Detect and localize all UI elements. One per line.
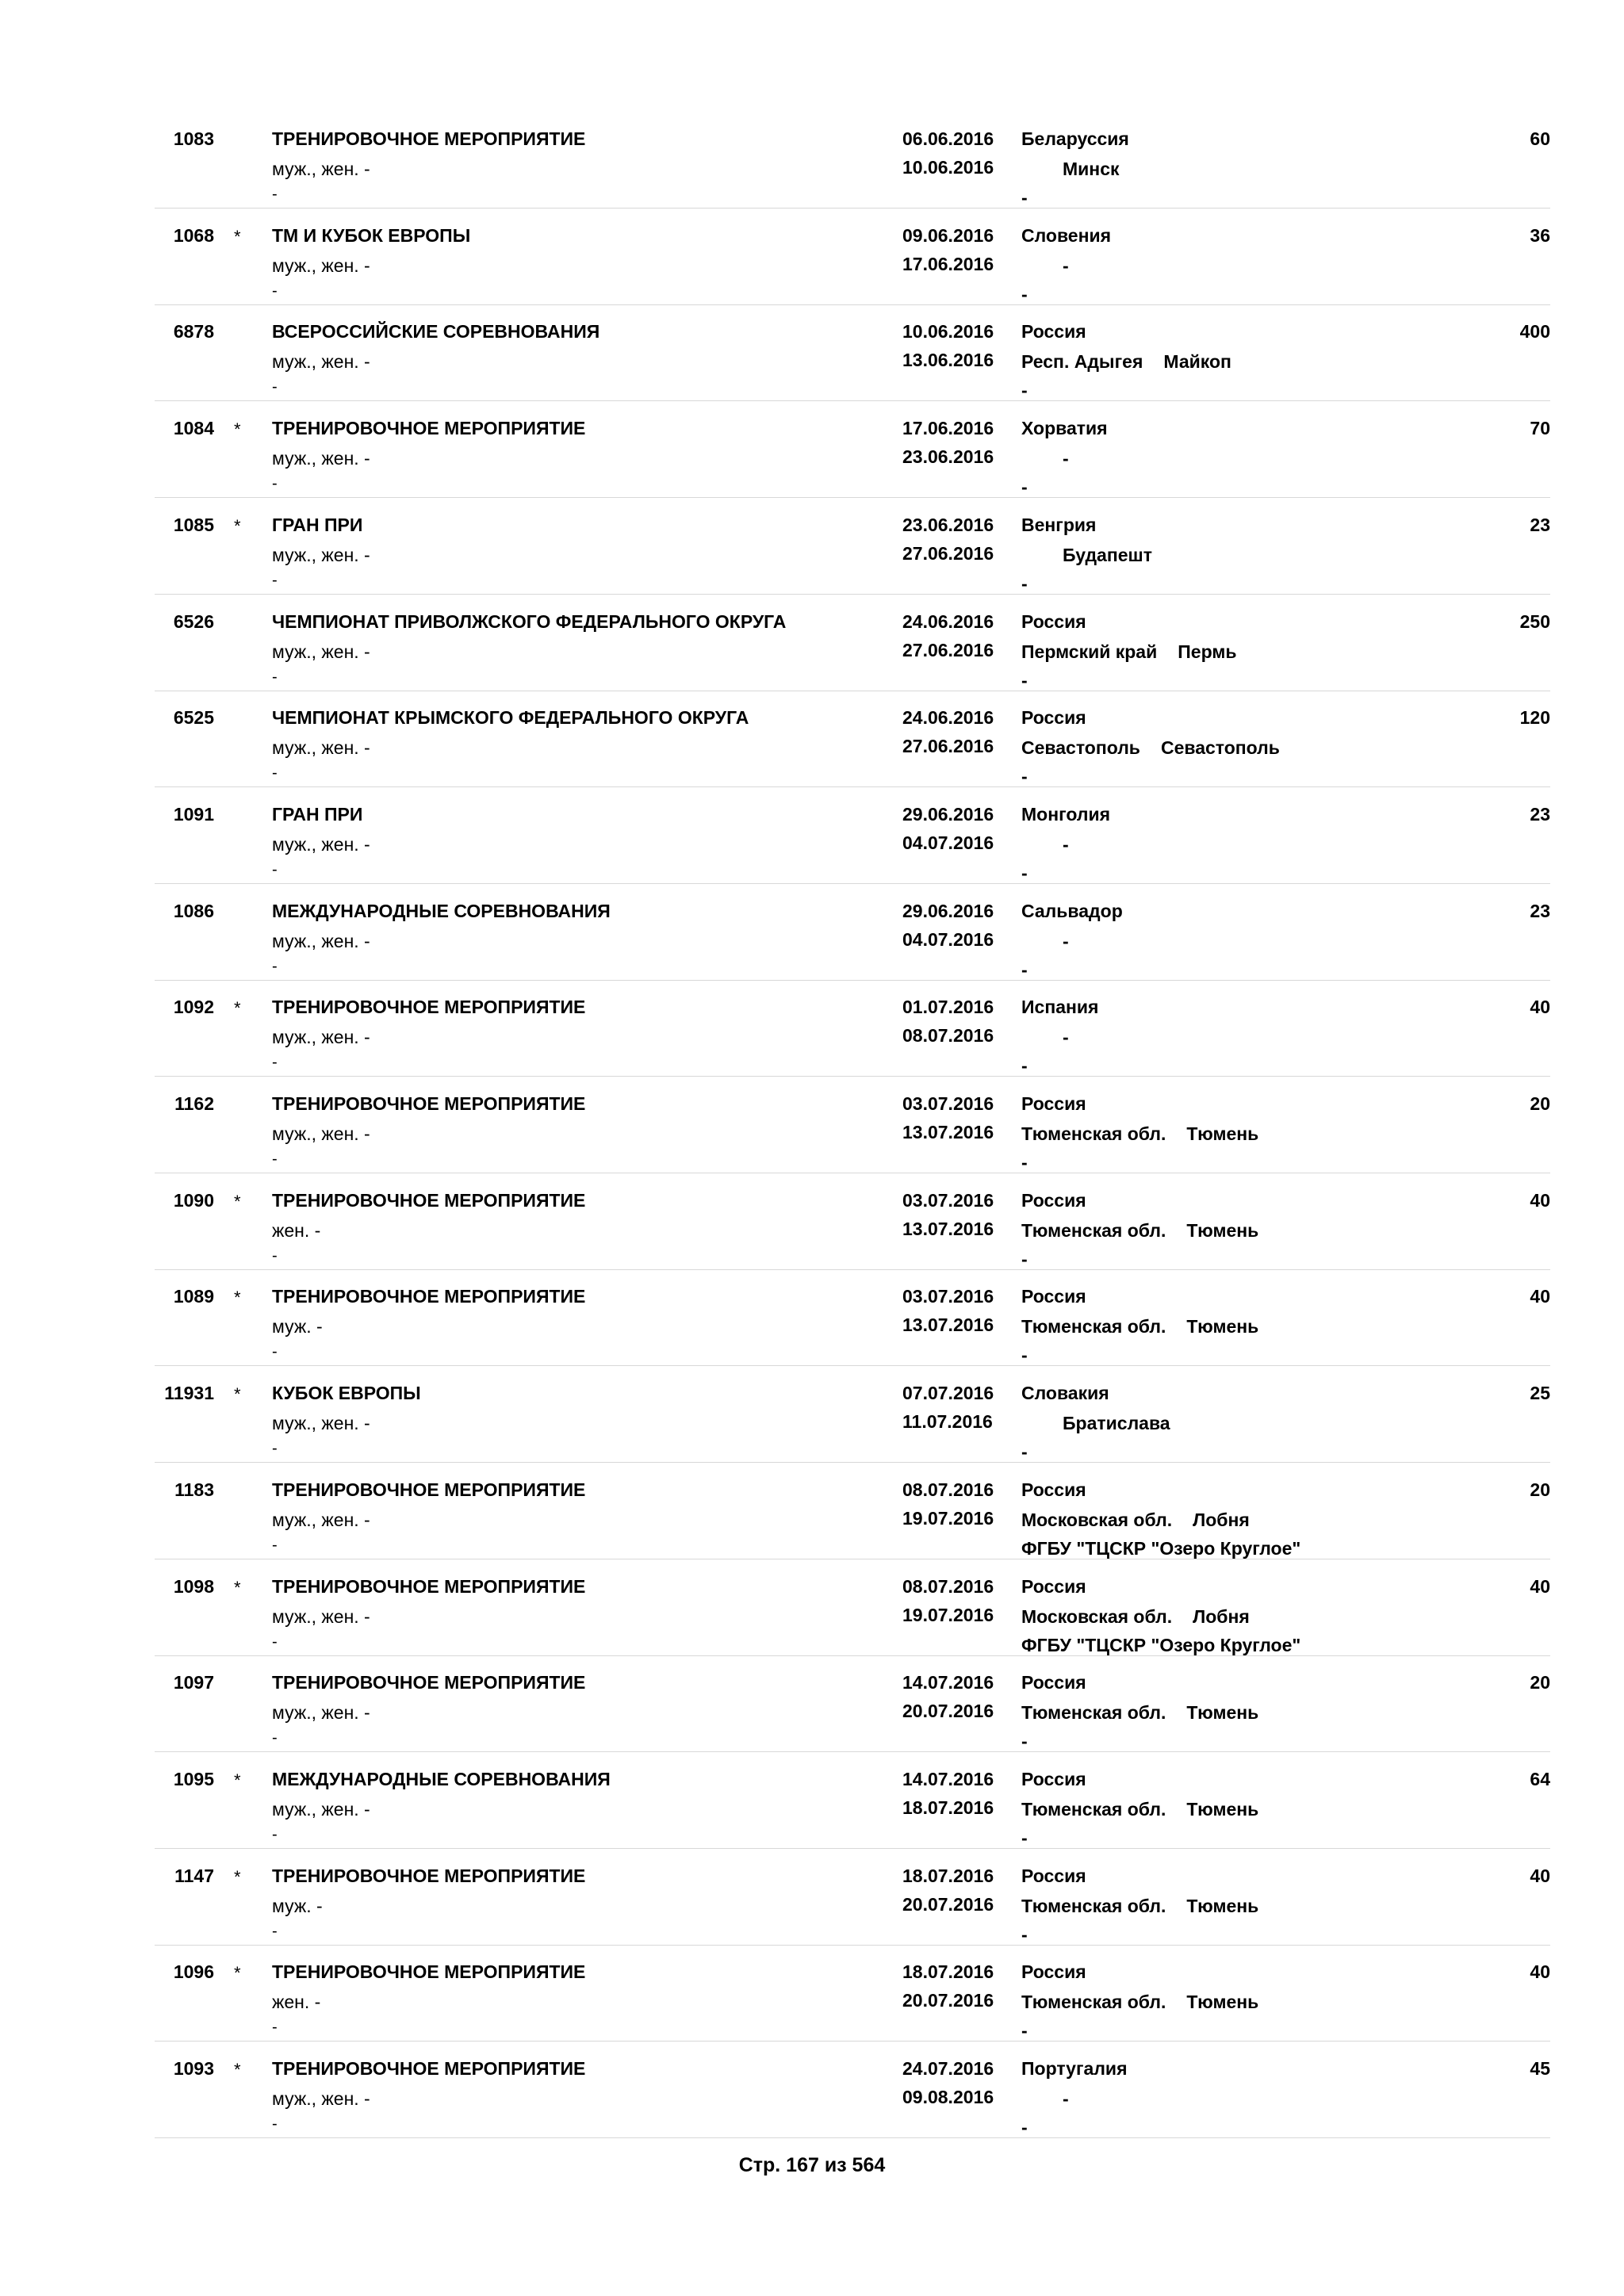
- date-end: 13.07.2016: [902, 1122, 994, 1142]
- event-venue: -: [1021, 283, 1028, 304]
- participant-count: 23: [1530, 514, 1550, 535]
- date-start: 24.06.2016: [902, 707, 994, 729]
- event-gender: муж., жен. -: [272, 930, 370, 951]
- event-gender: муж., жен. -: [272, 1509, 370, 1530]
- event-id: 1162: [174, 1093, 214, 1114]
- table-row: [155, 1269, 1550, 1366]
- event-title: ТРЕНИРОВОЧНОЕ МЕРОПРИЯТИЕ: [272, 1093, 586, 1114]
- event-location: [1021, 1316, 1258, 1337]
- event-id: 1183: [174, 1479, 214, 1500]
- mark-star: *: [234, 998, 241, 1019]
- table-row: [155, 1655, 1550, 1752]
- event-venue: -: [1021, 572, 1028, 594]
- event-id: 1090: [173, 1189, 214, 1211]
- date-start: 17.06.2016: [902, 418, 994, 439]
- event-id: 1092: [173, 997, 214, 1018]
- event-venue: -: [1021, 1152, 1028, 1173]
- event-title: ТРЕНИРОВОЧНОЕ МЕРОПРИЯТИЕ: [272, 128, 586, 149]
- event-title: ТРЕНИРОВОЧНОЕ МЕРОПРИЯТИЕ: [272, 418, 586, 439]
- date-end: 18.07.2016: [902, 1797, 994, 1818]
- event-country: Хорватия: [1021, 418, 1108, 439]
- event-city: -: [1063, 1027, 1069, 1048]
- date-end: 27.06.2016: [902, 542, 994, 564]
- event-location: [1021, 351, 1231, 373]
- mark-star: *: [234, 1384, 241, 1405]
- event-note: -: [272, 957, 278, 975]
- event-venue: -: [1021, 959, 1028, 980]
- event-city: Лобня: [1193, 1605, 1250, 1627]
- event-region: Тюменская обл.: [1021, 1992, 1166, 2013]
- date-start: 03.07.2016: [902, 1093, 994, 1114]
- event-city: -: [1063, 833, 1069, 855]
- event-id: 1096: [173, 1961, 214, 1983]
- event-city: Тюмень: [1186, 1895, 1259, 1916]
- event-city: Пермь: [1178, 641, 1237, 662]
- participant-count: 45: [1530, 2058, 1550, 2079]
- date-start: 09.06.2016: [902, 224, 994, 246]
- participant-count: 40: [1530, 997, 1550, 1018]
- event-location: [1021, 1510, 1250, 1531]
- date-end: 08.07.2016: [902, 1025, 994, 1047]
- event-venue: ФГБУ "ТЦСКР "Озеро Круглое": [1021, 1634, 1301, 1655]
- event-country: Венгрия: [1021, 514, 1097, 535]
- mark-star: *: [234, 1963, 241, 1984]
- event-gender: муж., жен. -: [272, 1702, 370, 1724]
- event-country: Россия: [1021, 1479, 1086, 1500]
- participant-count: 23: [1530, 803, 1550, 825]
- event-region: Тюменская обл.: [1021, 1219, 1166, 1241]
- event-title: ТРЕНИРОВОЧНОЕ МЕРОПРИЯТИЕ: [272, 2058, 586, 2079]
- date-end: 27.06.2016: [902, 736, 994, 757]
- event-title: ЧЕМПИОНАТ КРЫМСКОГО ФЕДЕРАЛЬНОГО ОКРУГА: [272, 707, 749, 729]
- participant-count: 25: [1530, 1383, 1550, 1404]
- mark-star: *: [234, 1770, 241, 1790]
- event-id: 1084: [173, 418, 214, 439]
- event-note: -: [272, 2019, 278, 2037]
- event-location: [1021, 1606, 1250, 1628]
- event-venue: -: [1021, 1827, 1028, 1848]
- date-start: 08.07.2016: [902, 1575, 994, 1597]
- participant-count: 40: [1530, 1865, 1550, 1886]
- mark-star: *: [234, 2060, 241, 2080]
- event-country: Португалия: [1021, 2058, 1128, 2079]
- event-country: Россия: [1021, 1961, 1086, 1983]
- event-gender: муж., жен. -: [272, 1798, 370, 1820]
- event-note: -: [272, 378, 278, 396]
- event-region: Тюменская обл.: [1021, 1316, 1166, 1337]
- participant-count: 20: [1530, 1672, 1550, 1693]
- event-gender: муж., жен. -: [272, 1413, 370, 1434]
- event-venue: -: [1021, 1055, 1028, 1077]
- date-end: 27.06.2016: [902, 639, 994, 660]
- table-row: [155, 1848, 1550, 1946]
- event-venue: -: [1021, 380, 1028, 401]
- date-end: 04.07.2016: [902, 928, 994, 950]
- participant-count: 64: [1530, 1768, 1550, 1789]
- table-row: [155, 1751, 1550, 1849]
- event-title: ГРАН ПРИ: [272, 803, 363, 825]
- event-note: -: [272, 1343, 278, 1361]
- event-city: Севастополь: [1160, 737, 1280, 759]
- table-row: [155, 1365, 1550, 1463]
- event-id: 1089: [173, 1286, 214, 1307]
- event-note: -: [272, 281, 278, 300]
- date-start: 18.07.2016: [902, 1865, 994, 1886]
- table-row: [155, 594, 1550, 691]
- date-start: 14.07.2016: [902, 1768, 994, 1789]
- event-title: ТРЕНИРОВОЧНОЕ МЕРОПРИЯТИЕ: [272, 1286, 586, 1307]
- event-note: -: [272, 668, 278, 686]
- date-end: 20.07.2016: [902, 1990, 994, 2011]
- date-end: 23.06.2016: [902, 446, 994, 468]
- participant-count: 400: [1519, 321, 1550, 342]
- event-venue: -: [1021, 1345, 1028, 1366]
- event-title: ТРЕНИРОВОЧНОЕ МЕРОПРИЯТИЕ: [272, 1189, 586, 1211]
- event-id: 1086: [173, 900, 214, 921]
- table-row: [155, 2041, 1550, 2138]
- date-end: 20.07.2016: [902, 1701, 994, 1722]
- event-gender: муж. -: [272, 1895, 323, 1916]
- participant-count: 120: [1519, 707, 1550, 729]
- table-row: [155, 690, 1550, 787]
- table-row: [155, 497, 1550, 595]
- participant-count: 250: [1519, 610, 1550, 632]
- event-country: Россия: [1021, 321, 1086, 342]
- event-gender: муж., жен. -: [272, 254, 370, 276]
- event-gender: муж., жен. -: [272, 1027, 370, 1048]
- event-venue: -: [1021, 476, 1028, 498]
- date-end: 19.07.2016: [902, 1604, 994, 1625]
- event-note: -: [272, 764, 278, 783]
- event-gender: жен. -: [272, 1219, 321, 1241]
- event-title: ВСЕРОССИЙСКИЕ СОРЕВНОВАНИЯ: [272, 321, 600, 342]
- event-venue: -: [1021, 1731, 1028, 1752]
- event-city: Тюмень: [1186, 1123, 1259, 1144]
- event-id: 1068: [173, 224, 214, 246]
- date-end: 13.06.2016: [902, 350, 994, 371]
- event-country: Беларуссия: [1021, 128, 1129, 149]
- participant-count: 40: [1530, 1961, 1550, 1983]
- event-note: -: [272, 1440, 278, 1458]
- event-location: [1021, 255, 1069, 277]
- event-title: КУБОК ЕВРОПЫ: [272, 1383, 421, 1404]
- event-note: -: [272, 1054, 278, 1072]
- event-region: Тюменская обл.: [1021, 1123, 1166, 1144]
- event-location: [1021, 1896, 1258, 1917]
- table-row: [155, 979, 1550, 1077]
- event-note: -: [272, 1729, 278, 1747]
- event-region: Севастополь: [1021, 737, 1140, 759]
- event-location: [1021, 834, 1069, 855]
- event-country: Сальвадор: [1021, 900, 1123, 921]
- event-location: [1021, 2088, 1069, 2110]
- event-location: [1021, 1220, 1258, 1242]
- event-title: МЕЖДУНАРОДНЫЕ СОРЕВНОВАНИЯ: [272, 900, 611, 921]
- date-end: 11.07.2016: [902, 1411, 993, 1433]
- event-gender: муж., жен. -: [272, 833, 370, 855]
- participant-count: 40: [1530, 1575, 1550, 1597]
- event-location: [1021, 931, 1069, 952]
- event-venue: -: [1021, 1248, 1028, 1269]
- event-note: -: [272, 2115, 278, 2133]
- participant-count: 20: [1530, 1479, 1550, 1500]
- event-id: 1098: [173, 1575, 214, 1597]
- table-row: [155, 208, 1550, 305]
- date-start: 18.07.2016: [902, 1961, 994, 1983]
- event-gender: муж., жен. -: [272, 1123, 370, 1144]
- date-start: 08.07.2016: [902, 1479, 994, 1500]
- event-location: [1021, 1027, 1069, 1048]
- event-region: Респ. Адыгея: [1021, 351, 1143, 373]
- table-row: [155, 400, 1550, 498]
- event-gender: муж., жен. -: [272, 351, 370, 373]
- date-start: 29.06.2016: [902, 803, 994, 825]
- event-location: [1021, 159, 1120, 180]
- event-city: -: [1063, 448, 1069, 469]
- participant-count: 40: [1530, 1189, 1550, 1211]
- event-id: 1097: [173, 1672, 214, 1693]
- event-country: Россия: [1021, 1286, 1086, 1307]
- event-location: [1021, 641, 1236, 663]
- event-country: Россия: [1021, 1672, 1086, 1693]
- event-gender: муж., жен. -: [272, 2088, 370, 2109]
- event-venue: -: [1021, 1923, 1028, 1945]
- event-location: [1021, 1799, 1258, 1820]
- event-title: МЕЖДУНАРОДНЫЕ СОРЕВНОВАНИЯ: [272, 1768, 611, 1789]
- event-country: Россия: [1021, 1865, 1086, 1886]
- table-row: [155, 1076, 1550, 1173]
- event-note: -: [272, 186, 278, 203]
- event-region: Тюменская обл.: [1021, 1798, 1166, 1820]
- event-note: -: [272, 1922, 278, 1940]
- event-city: Тюмень: [1186, 1798, 1259, 1820]
- event-title: ТМ И КУБОК ЕВРОПЫ: [272, 224, 471, 246]
- event-location: [1021, 1992, 1258, 2013]
- mark-star: *: [234, 419, 241, 440]
- event-region: Тюменская обл.: [1021, 1702, 1166, 1724]
- date-start: 10.06.2016: [902, 321, 994, 342]
- table-row: [155, 1559, 1550, 1656]
- event-city: Майкоп: [1163, 351, 1231, 373]
- date-start: 03.07.2016: [902, 1189, 994, 1211]
- date-start: 07.07.2016: [902, 1383, 994, 1404]
- event-title: ТРЕНИРОВОЧНОЕ МЕРОПРИЯТИЕ: [272, 1479, 586, 1500]
- date-start: 14.07.2016: [902, 1672, 994, 1693]
- table-row: [155, 883, 1550, 981]
- event-gender: муж., жен. -: [272, 544, 370, 565]
- date-start: 01.07.2016: [902, 997, 994, 1018]
- table-row: [155, 1944, 1550, 2042]
- event-location: [1021, 1702, 1258, 1724]
- event-title: ТРЕНИРОВОЧНОЕ МЕРОПРИЯТИЕ: [272, 997, 586, 1018]
- event-city: Тюмень: [1186, 1992, 1259, 2013]
- participant-count: 70: [1530, 418, 1550, 439]
- date-end: 19.07.2016: [902, 1507, 994, 1529]
- date-end: 13.07.2016: [902, 1218, 994, 1239]
- event-location: [1021, 1123, 1258, 1145]
- date-end: 10.06.2016: [902, 157, 994, 178]
- event-id: 6526: [173, 610, 214, 632]
- date-start: 06.06.2016: [902, 128, 994, 149]
- event-title: ГРАН ПРИ: [272, 514, 363, 535]
- date-start: 23.06.2016: [902, 514, 994, 535]
- event-city: Тюмень: [1186, 1316, 1259, 1337]
- event-country: Словения: [1021, 224, 1112, 246]
- event-city: Братислава: [1063, 1413, 1170, 1434]
- event-country: Россия: [1021, 1768, 1086, 1789]
- event-title: ТРЕНИРОВОЧНОЕ МЕРОПРИЯТИЕ: [272, 1865, 586, 1886]
- event-location: [1021, 545, 1152, 566]
- event-city: -: [1063, 254, 1069, 276]
- event-location: [1021, 737, 1280, 759]
- mark-star: *: [234, 226, 241, 247]
- event-location: [1021, 1413, 1170, 1434]
- event-country: Россия: [1021, 1575, 1086, 1597]
- event-country: Россия: [1021, 610, 1086, 632]
- event-city: Минск: [1063, 159, 1120, 179]
- mark-star: *: [234, 1191, 241, 1211]
- date-start: 03.07.2016: [902, 1286, 994, 1307]
- event-region: Московская обл.: [1021, 1509, 1173, 1530]
- event-venue: -: [1021, 862, 1028, 883]
- event-title: ТРЕНИРОВОЧНОЕ МЕРОПРИЯТИЕ: [272, 1575, 586, 1597]
- mark-star: *: [234, 515, 241, 536]
- table-row: [155, 786, 1550, 884]
- date-start: 29.06.2016: [902, 900, 994, 921]
- date-start: 24.07.2016: [902, 2058, 994, 2079]
- date-end: 20.07.2016: [902, 1893, 994, 1915]
- event-city: Тюмень: [1186, 1219, 1259, 1241]
- event-city: Лобня: [1193, 1509, 1250, 1530]
- participant-count: 23: [1530, 900, 1550, 921]
- mark-star: *: [234, 1866, 241, 1887]
- date-start: 24.06.2016: [902, 610, 994, 632]
- event-venue: -: [1021, 669, 1028, 691]
- event-note: -: [272, 1825, 278, 1843]
- date-end: 17.06.2016: [902, 253, 994, 274]
- event-city: -: [1063, 930, 1069, 951]
- event-country: Монголия: [1021, 803, 1111, 825]
- participant-count: 20: [1530, 1093, 1550, 1114]
- event-country: Россия: [1021, 1189, 1086, 1211]
- mark-star: *: [234, 1288, 241, 1308]
- event-gender: муж., жен. -: [272, 159, 370, 179]
- event-venue: -: [1021, 2117, 1028, 2137]
- event-id: 1091: [173, 803, 214, 825]
- event-id: 6878: [173, 321, 214, 342]
- event-city: Тюмень: [1186, 1702, 1259, 1724]
- page-number: Стр. 167 из 564: [738, 2154, 886, 2176]
- table-row: [155, 1462, 1550, 1559]
- mark-star: *: [234, 1577, 241, 1598]
- event-id: 1095: [173, 1768, 214, 1789]
- event-id: 1083: [173, 128, 214, 149]
- participant-count: 60: [1530, 128, 1550, 149]
- event-note: -: [272, 1536, 278, 1554]
- event-country: Испания: [1021, 997, 1099, 1018]
- event-title: ЧЕМПИОНАТ ПРИВОЛЖСКОГО ФЕДЕРАЛЬНОГО ОКРУГА: [272, 610, 787, 632]
- event-note: -: [272, 1632, 278, 1651]
- table-row: [155, 1173, 1550, 1270]
- event-id: 1085: [173, 514, 214, 535]
- participant-count: 36: [1530, 224, 1550, 246]
- event-gender: муж., жен. -: [272, 1605, 370, 1627]
- event-title: ТРЕНИРОВОЧНОЕ МЕРОПРИЯТИЕ: [272, 1672, 586, 1693]
- event-gender: муж., жен. -: [272, 448, 370, 469]
- event-country: Россия: [1021, 707, 1086, 729]
- event-venue: ФГБУ "ТЦСКР "Озеро Круглое": [1021, 1537, 1301, 1559]
- table-row: [155, 304, 1550, 401]
- event-region: Московская обл.: [1021, 1605, 1173, 1627]
- date-end: 13.07.2016: [902, 1314, 994, 1336]
- event-venue: -: [1021, 2020, 1028, 2042]
- event-gender: муж. -: [272, 1316, 323, 1337]
- event-id: 6525: [173, 707, 214, 729]
- event-note: -: [272, 571, 278, 589]
- event-region: Пермский край: [1021, 641, 1158, 662]
- participant-count: 40: [1530, 1286, 1550, 1307]
- event-id: 1147: [174, 1865, 214, 1886]
- date-end: 04.07.2016: [902, 832, 994, 853]
- event-id: 1093: [173, 2058, 214, 2079]
- event-city: Будапешт: [1063, 544, 1152, 565]
- table-row: [155, 111, 1550, 209]
- event-note: -: [272, 475, 278, 493]
- event-note: -: [272, 1246, 278, 1265]
- event-country: Словакия: [1021, 1383, 1109, 1404]
- event-gender: жен. -: [272, 1992, 321, 2013]
- event-location: [1021, 448, 1069, 469]
- event-region: Тюменская обл.: [1021, 1895, 1166, 1916]
- event-note: -: [272, 1150, 278, 1168]
- event-gender: муж., жен. -: [272, 737, 370, 759]
- event-city: -: [1063, 2088, 1069, 2109]
- event-venue: -: [1021, 187, 1028, 208]
- event-id: 11931: [164, 1383, 214, 1404]
- event-note: -: [272, 860, 278, 878]
- event-country: Россия: [1021, 1093, 1086, 1114]
- event-title: ТРЕНИРОВОЧНОЕ МЕРОПРИЯТИЕ: [272, 1961, 586, 1983]
- event-venue: -: [1021, 766, 1028, 787]
- event-venue: -: [1021, 1441, 1028, 1463]
- date-end: 09.08.2016: [902, 2087, 994, 2107]
- event-gender: муж., жен. -: [272, 641, 370, 662]
